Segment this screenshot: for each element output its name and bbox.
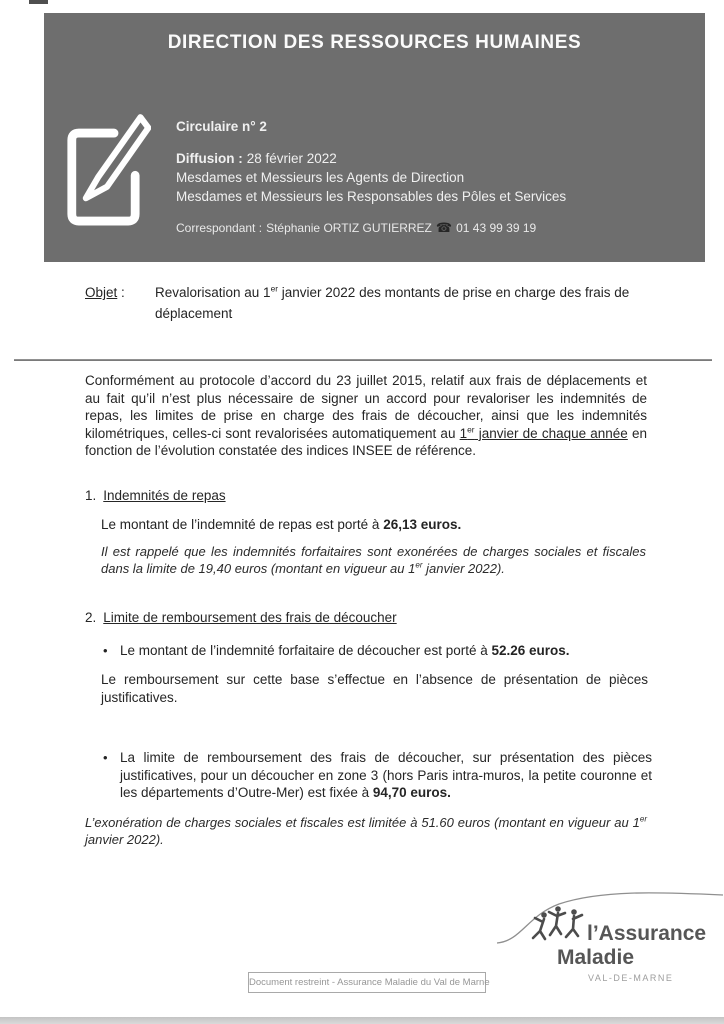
restricted-document-stamp: Document restreint - Assurance Maladie du Val de Marne [248,972,486,993]
section2-bullet-1 [103,642,650,660]
bullet2-text: La limite de remboursement des frais de découcher, sur présentation des pièces justificatives, pour un découcher en zone 3 (hors Paris intra-muros, la petite couronne et les départements d’Outre-Mer) est fixée à [120,750,652,801]
phone-number: 01 43 99 39 19 [456,221,537,235]
intro-paragraph [85,372,647,460]
phone-icon: ☎ [435,220,453,235]
bullet-icon: • [103,750,108,765]
horizontal-divider [14,359,712,361]
intro-underlined-phrase [460,426,628,441]
logo-figures [533,906,582,939]
subject-text [155,282,650,324]
subject-label-colon: : [117,285,125,300]
circular-number: Circulaire n° 2 [176,119,267,134]
page-title: DIRECTION DES RESSOURCES HUMAINES [167,32,582,53]
correspondant-name: Stéphanie ORTIZ GUTIERREZ [266,221,432,235]
edit-pencil-icon [63,110,151,238]
section1-note-post: janvier 2022). [422,560,505,576]
diffusion-label: Diffusion : [176,151,243,166]
section2-bullet2-text [120,749,652,802]
logo-region-label: VAL-DE-MARNE [588,973,674,983]
section2-paragraph: Le remboursement sur cette base s’effectue en l’absence de présentation de pièces justificatives. [101,672,648,705]
header-banner [44,13,705,262]
intro-text-post: en fonction de l’évolution constatée des indices INSEE de référence. [85,425,647,459]
superscript: er [639,814,647,824]
section1-amount: 26,13 euros. [383,517,462,532]
scan-artifact-bottom [0,1017,724,1024]
section2-bullet1-text [120,642,570,660]
subject-text-post: janvier 2022 des montants de prise en charge des frais de déplacement [155,285,630,321]
section2-note-post: janvier 2022). [85,831,164,847]
section2-number: 2. [85,610,97,625]
section2-note [85,815,647,849]
intro-underline-num: 1 [459,425,468,441]
recipient-line-2: Mesdames et Messieurs les Responsables des Pôles et Services [176,189,567,204]
diffusion-date: 28 février 2022 [246,151,337,166]
diffusion-line [176,151,337,166]
intro-text-pre: Conformément au protocole d’accord du 23 juillet 2015, relatif aux frais de déplacements et au fait qu’il n’est plus nécessaire de signer un accord pour revaloriser les indemnités de repas, les limites de prise en charge des frais de découcher, ainsi que les indemnités kilométriques, celles-ci sont revalorisées automatiquement au [85,373,647,441]
section2-bullet-2 [103,749,652,802]
correspondant-line [176,220,536,236]
scan-artifact-top [29,0,48,4]
section2-note-pre: L’exonération de charges sociales et fiscales est limitée à 51.60 euros (montant en vigueur au 1 [85,815,640,830]
section1-amount-line [101,517,461,532]
section2-title: Limite de remboursement des frais de découcher [103,610,397,625]
correspondant-label: Correspondant : [176,221,263,235]
intro-underline-rest: janvier de chaque année [474,425,628,441]
section1-number: 1. [85,488,97,503]
subject-label [85,282,155,324]
logo-brand-line2: Maladie [557,946,635,969]
section1-line-text: Le montant de l’indemnité de repas est porté à [101,517,384,532]
section1-title: Indemnités de repas [103,488,226,503]
bullet1-amount: 52.26 euros. [491,643,570,658]
subject-label-text: Objet [85,285,118,300]
assurance-maladie-logo [495,888,724,1000]
superscript: er [415,560,423,570]
bullet1-text: Le montant de l’indemnité forfaitaire de découcher est porté à [120,643,492,658]
bullet2-amount: 94,70 euros. [372,785,451,801]
superscript: er [270,283,279,294]
subject-row [85,282,650,324]
subject-text-pre: Revalorisation au 1 [155,285,271,300]
section2-heading [85,610,397,625]
section1-heading [85,488,226,503]
section1-note [101,544,646,578]
logo-brand-line1: l’Assurance [587,922,707,945]
bullet-icon: • [103,643,108,658]
recipient-line-1: Mesdames et Messieurs les Agents de Direction [176,170,465,185]
superscript: er [467,424,475,435]
section1-note-pre: Il est rappelé que les indemnités forfaitaires sont exonérées de charges sociales et fiscales dans la limite de 19,40 euros (montant en vigueur au 1 [101,544,646,576]
